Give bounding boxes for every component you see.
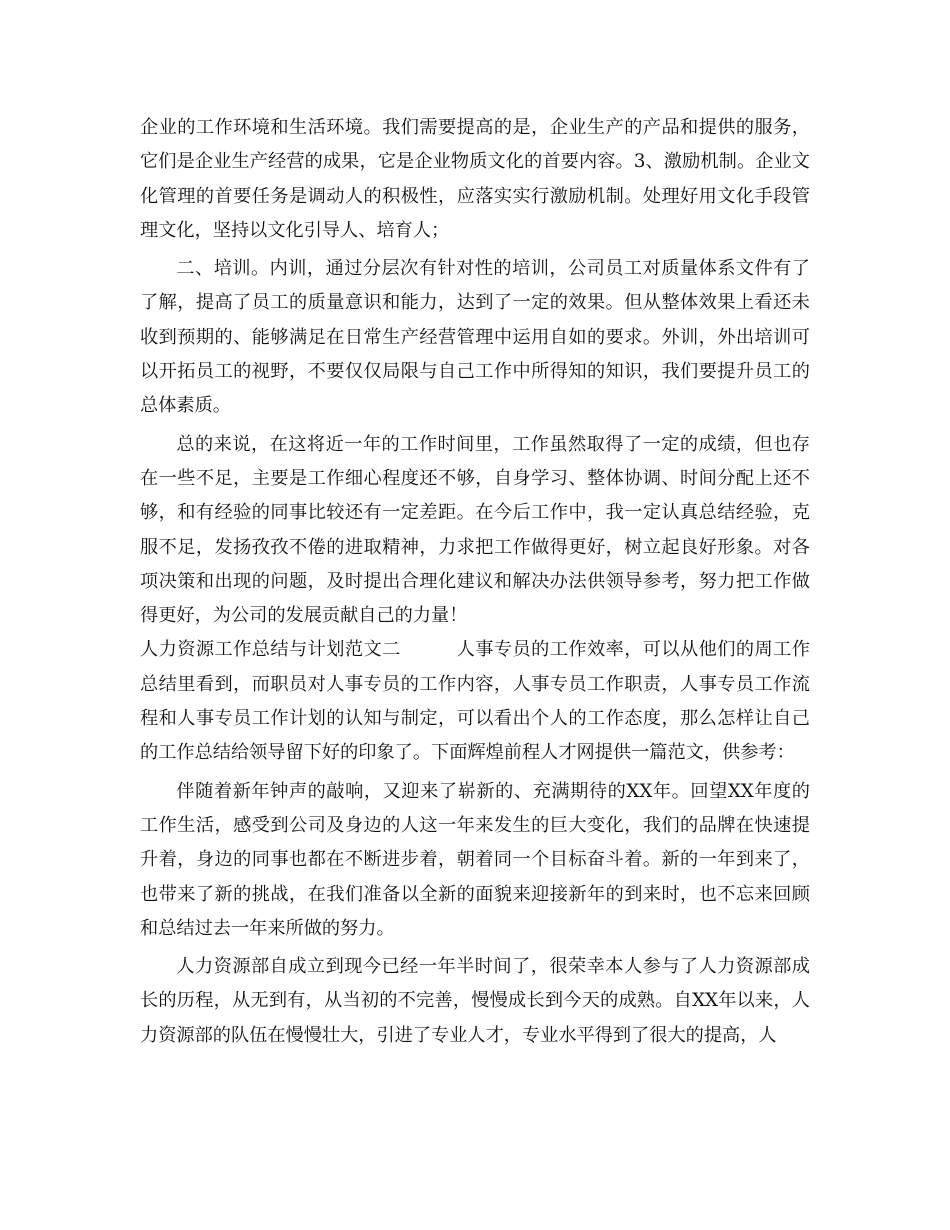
paragraph-sample-two <box>140 633 810 770</box>
paragraph-training: 二、培训。内训，通过分层次有针对性的培训，公司员工对质量体系文件有了了解，提高了员工的质量意识和能力，达到了一定的效果。但从整体效果上看还未收到预期的、能够满足在日常生产经营管理中运用自如的要求。外训，外出培训可以开拓员工的视野，不要仅仅局限与自己工作中所得知的知识，我们要提升员工的总体素质。 <box>140 258 810 417</box>
paragraph-culture-management: 企业的工作环境和生活环境。我们需要提高的是，企业生产的产品和提供的服务，它们是企业生产经营的成果，它是企业物质文化的首要内容。3、激励机制。企业文化管理的首要任务是调动人的积极性，应落实实行激励机制。处理好用文化手段管理文化，坚持以文化引导人、培育人； <box>140 117 810 241</box>
paragraph-new-year: 伴随着新年钟声的敲响，又迎来了崭新的、充满期待的XX年。回望XX年度的工作生活，感受到公司及身边的人这一年来发生的巨大变化，我们的品牌在快速提升着，身边的同事也都在不断进步着，朝着同一个目标奋斗着。新的一年到来了，也带来了新的挑战，在我们准备以全新的面貌来迎接新年的到来时，也不忘来回顾和总结过去一年来所做的努力。 <box>140 780 810 939</box>
paragraph-summary: 总的来说，在这将近一年的工作时间里，工作虽然取得了一定的成绩，但也存在一些不足，主要是工作细心程度还不够，自身学习、整体协调、时间分配上还不够，和有经验的同事比较还有一定差距。在今后工作中，我一定认真总结经验，克服不足，发扬孜孜不倦的进取精神，力求把工作做得更好，树立起良好形象。对各项决策和出现的问题，及时提出合理化建议和解决办法供领导参考，努力把工作做得更好，为公司的发展贡献自己的力量！ <box>140 433 810 627</box>
heading-spacer <box>401 639 457 660</box>
section-heading: 人力资源工作总结与计划范文二 <box>140 639 401 661</box>
paragraph-hr-department: 人力资源部自成立到现今已经一年半时间了，很荣幸本人参与了人力资源部成长的历程，从无到有，从当初的不完善，慢慢成长到今天的成熟。自XX年以来，人力资源部的队伍在慢慢壮大，引进了专业人才，专业水平得到了很大的提高，人 <box>140 956 810 1046</box>
paragraph-sample-two-body: 人事专员的工作效率，可以从他们的周工作总结里看到，而职员对人事专员的工作内容，人事专员工作职责，人事专员工作流程和人事专员工作计划的认知与制定，可以看出个人的工作态度，那么怎样让自己的工作总结给领导留下好的印象了。下面辉煌前程人才网提供一篇范文，供参考： <box>140 639 810 764</box>
